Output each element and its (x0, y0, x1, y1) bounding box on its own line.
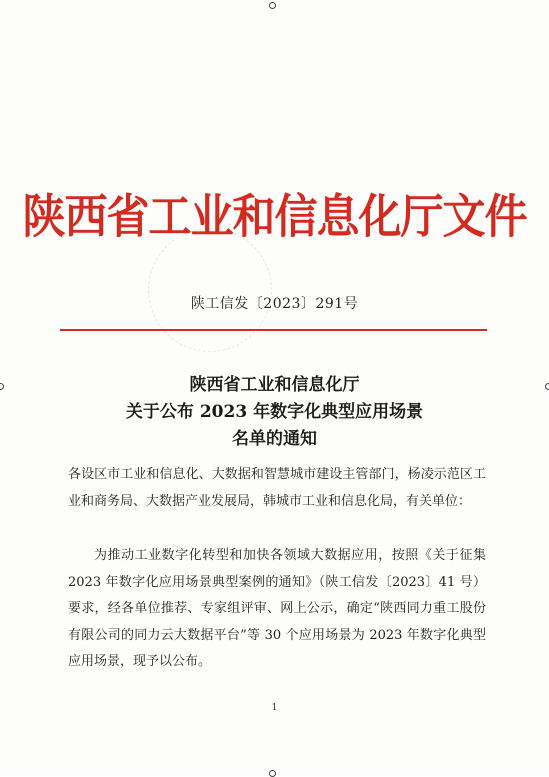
recipients-paragraph: 各设区市工业和信息化、大数据和智慧城市建设主管部门，杨凌示范区工业和商务局、大数据产业发展局，韩城市工业和信息化局，有关单位： (68, 467, 486, 509)
page-number: 1 (271, 703, 278, 713)
notice-title-line-1: 陕西省工业和信息化厅 (189, 375, 360, 395)
header-red-divider (60, 329, 487, 331)
faded-seal (148, 228, 272, 352)
binding-hole-mark (269, 2, 276, 9)
notice-title-line-3: 名单的通知 (232, 429, 317, 449)
notice-title-line-2: 关于公布 2023 年数字化典型应用场景 (125, 402, 424, 422)
document-header-title: 陕西省工业和信息化厅文件 (22, 190, 527, 245)
body-paragraph: 为推动工业数字化转型和加快各领域大数据应用，按照《关于征集 2023 年数字化应用场景典型案例的通知》（陕工信发〔2023〕41 号）要求，经各单位推荐、专家组评审、网上公示，确定“陕西同力重工股份有限公司的同力云大数据平台”等 30 个应用场景为 2023 年数字化典型应用场景，现予以公布。 (68, 548, 486, 669)
document-number: 陕工信发〔2023〕291号 (190, 296, 359, 312)
